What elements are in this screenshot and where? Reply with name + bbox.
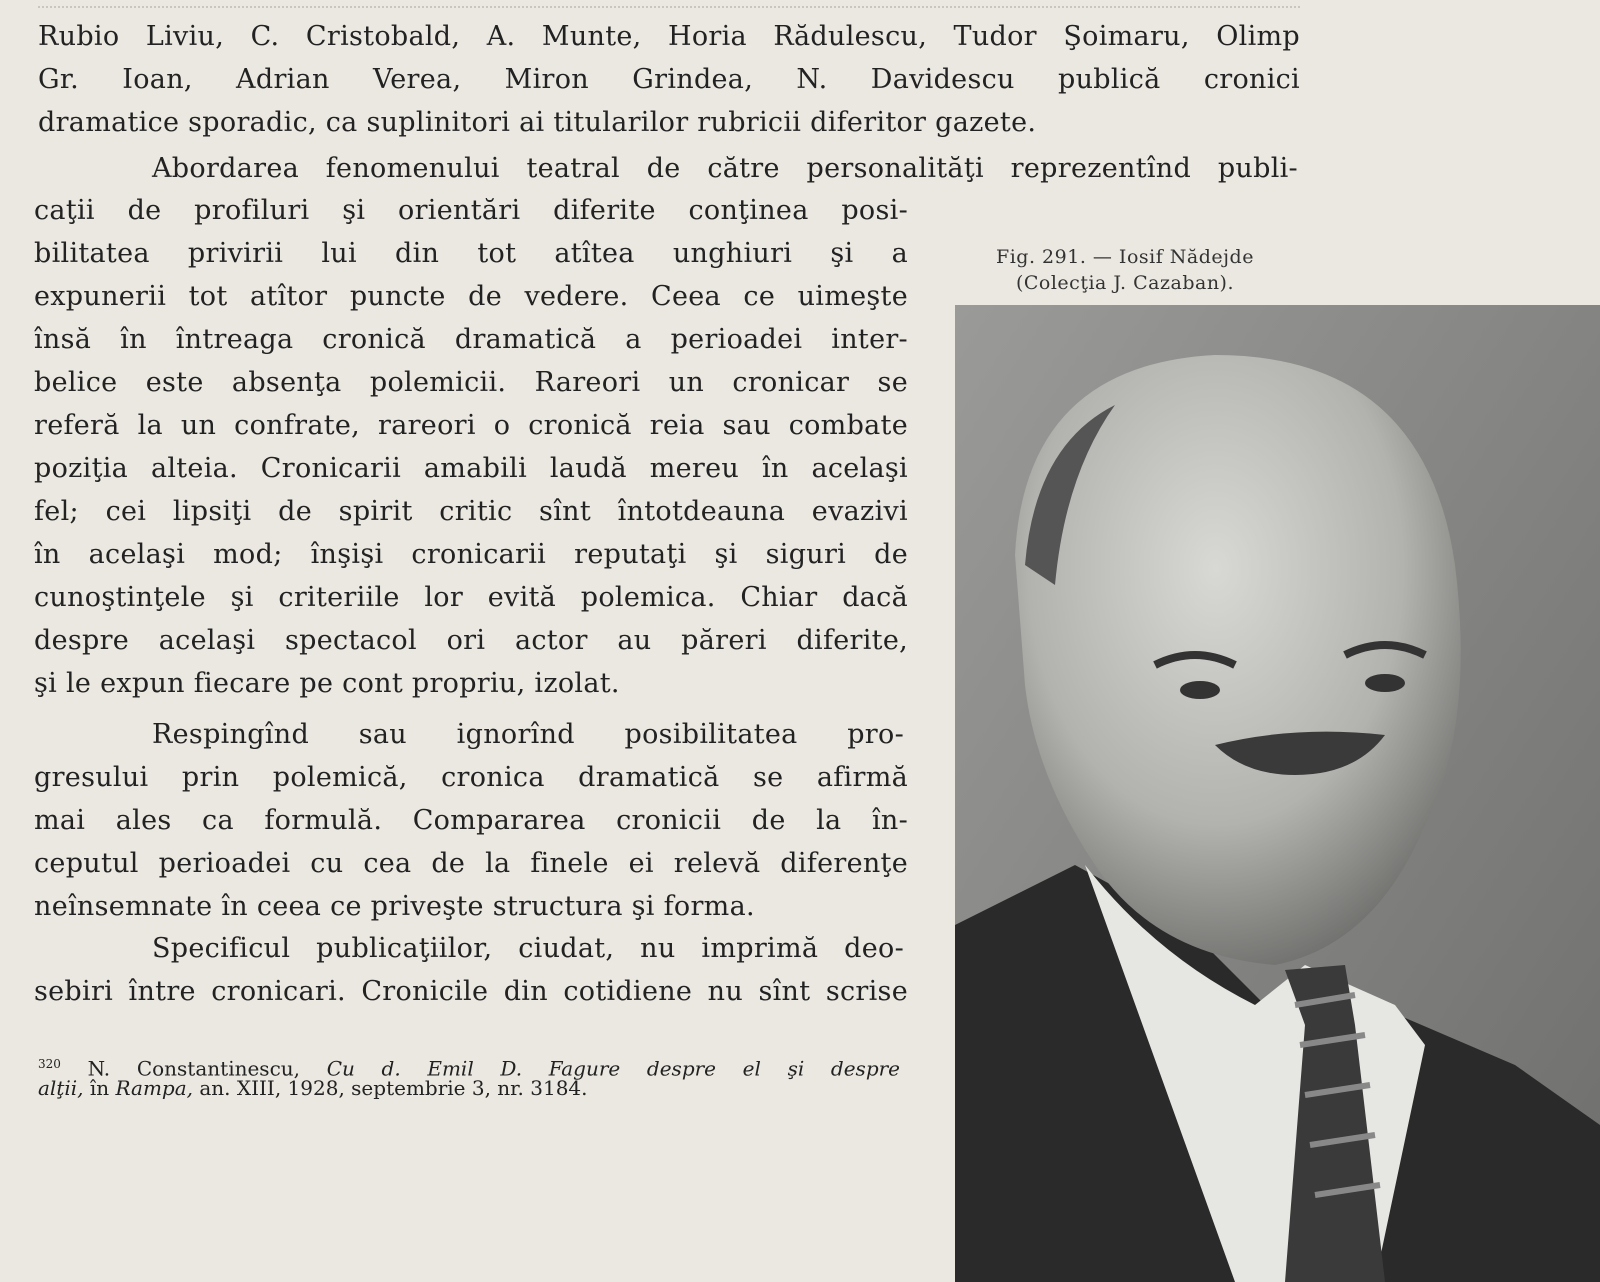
figure-caption-source: (Colecţia J. Cazaban). — [1015, 272, 1235, 294]
text-line: şi le expun fiecare pe cont propriu, izolat. — [34, 668, 620, 699]
paragraph-start-line: Abordarea fenomenului teatral de către personalităţi reprezentînd publi- — [152, 153, 1298, 184]
text-line: sebiri între cronicari. Cronicile din cotidiene nu sînt scrise — [34, 976, 908, 1007]
footnote-details: an. XIII, 1928, septembrie 3, nr. 3184. — [199, 1076, 588, 1100]
footnote-text: în — [89, 1076, 110, 1100]
text-line: despre acelaşi spectacol ori actor au păreri diferite, — [34, 625, 908, 656]
text-line: mai ales ca formulă. Compararea cronicii de la în- — [34, 805, 908, 836]
footnote-title: Cu d. Emil D. Fagure despre el şi despre — [326, 1056, 901, 1081]
footnote-line-2 — [38, 1076, 900, 1100]
text-line: poziţia alteia. Cronicarii amabili laudă mereu în acelaşi — [34, 453, 908, 484]
text-line: gresului prin polemică, cronica dramatică se afirmă — [34, 762, 908, 793]
text-line: belice este absenţa polemicii. Rareori un cronicar se — [34, 367, 908, 398]
portrait-photo — [955, 305, 1600, 1282]
text-line: cunoştinţele şi criteriile lor evită polemica. Chiar dacă — [34, 582, 908, 613]
cut-off-line — [38, 0, 1300, 8]
text-line: Specificul publicaţiilor, ciudat, nu imprimă deo- — [152, 933, 904, 964]
text-line: referă la un confrate, rareori o cronică reia sau combate — [34, 410, 908, 441]
text-line: caţii de profiluri şi orientări diferite conţinea posi- — [34, 195, 908, 226]
text-line: însă în întreaga cronică dramatică a perioadei inter- — [34, 324, 908, 355]
footnote-author: N. Constantinescu, — [87, 1056, 301, 1081]
footnote-number: 320 — [38, 1057, 61, 1071]
text-line: Respingînd sau ignorînd posibilitatea pro- — [152, 719, 904, 750]
text-line: Gr. Ioan, Adrian Verea, Miron Grindea, N. Davidescu publică cronici — [38, 64, 1300, 95]
footnote-title-end: alţii, — [38, 1076, 84, 1100]
text-line: neînsemnate în ceea ce priveşte structura şi forma. — [34, 891, 755, 922]
footnote-journal: Rampa, — [115, 1076, 194, 1100]
text-line: ceputul perioadei cu cea de la finele ei relevă diferenţe — [34, 848, 908, 879]
text-line: expunerii tot atîtor puncte de vedere. Ceea ce uimeşte — [34, 281, 908, 312]
text-line: dramatice sporadic, ca suplinitori ai titularilor rubricii diferitor gazete. — [38, 107, 1037, 138]
figure-caption-title: Fig. 291. — Iosif Nădejde — [996, 246, 1254, 268]
text-line: în acelaşi mod; înşişi cronicarii reputaţi şi siguri de — [34, 539, 908, 570]
text-line: bilitatea privirii lui din tot atîtea unghiuri şi a — [34, 238, 908, 269]
text-line: fel; cei lipsiţi de spirit critic sînt întotdeauna evazivi — [34, 496, 908, 527]
text-line: Rubio Liviu, C. Cristobald, A. Munte, Horia Rădulescu, Tudor Şoimaru, Olimp — [38, 21, 1300, 52]
